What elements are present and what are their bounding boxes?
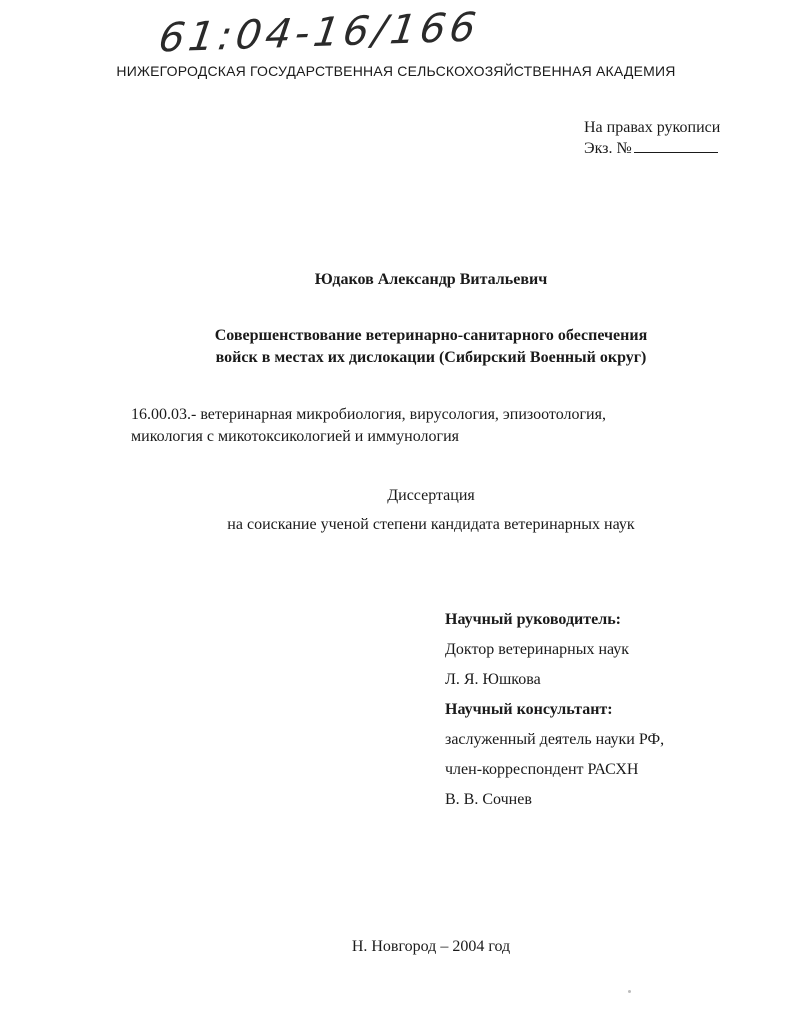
scan-artifact [628,990,631,993]
document-type: Диссертация [387,487,475,504]
title-line-1: Совершенствование ветеринарно-санитарного обеспечения [214,327,648,344]
copy-number-blank [634,138,718,153]
manuscript-rights-label: На правах рукописи [584,119,721,136]
copy-number-line [584,138,720,159]
consultant-title-2: член-корреспондент РАСХН [445,761,639,778]
specialty-line-2: микология с микотоксикологией и иммунология [131,428,459,445]
advisor-title: Доктор ветеринарных наук [445,641,630,658]
dissertation-title [0,325,792,369]
place-and-year: Н. Новгород – 2004 год [351,938,511,955]
handwritten-archive-code: 61:04-16/166 [155,4,483,62]
title-line-2: войск в местах их дислокации (Сибирский Военный округ) [215,349,647,366]
institution-name: НИЖЕГОРОДСКАЯ ГОСУДАРСТВЕННАЯ СЕЛЬСКОХОЗЯЙСТВЕННАЯ АКАДЕМИЯ [116,63,676,79]
degree-statement: на соискание ученой степени кандидата ветеринарных наук [227,516,635,533]
consultant-name: В. В. Сочнев [445,791,532,808]
advisor-name: Л. Я. Юшкова [445,671,541,688]
consultant-title-1: заслуженный деятель науки РФ, [445,731,665,748]
advisor-heading: Научный руководитель: [445,611,621,628]
copy-number-label: Экз. № [584,140,632,157]
consultant-heading: Научный консультант: [445,701,613,718]
author-name: Юдаков Александр Витальевич [314,271,548,288]
specialty-line-1: 16.00.03.- ветеринарная микробиология, вирусология, эпизоотология, [131,406,606,423]
supervisors-block [445,605,664,815]
manuscript-rights-block [584,118,720,159]
specialty-code [131,404,606,448]
